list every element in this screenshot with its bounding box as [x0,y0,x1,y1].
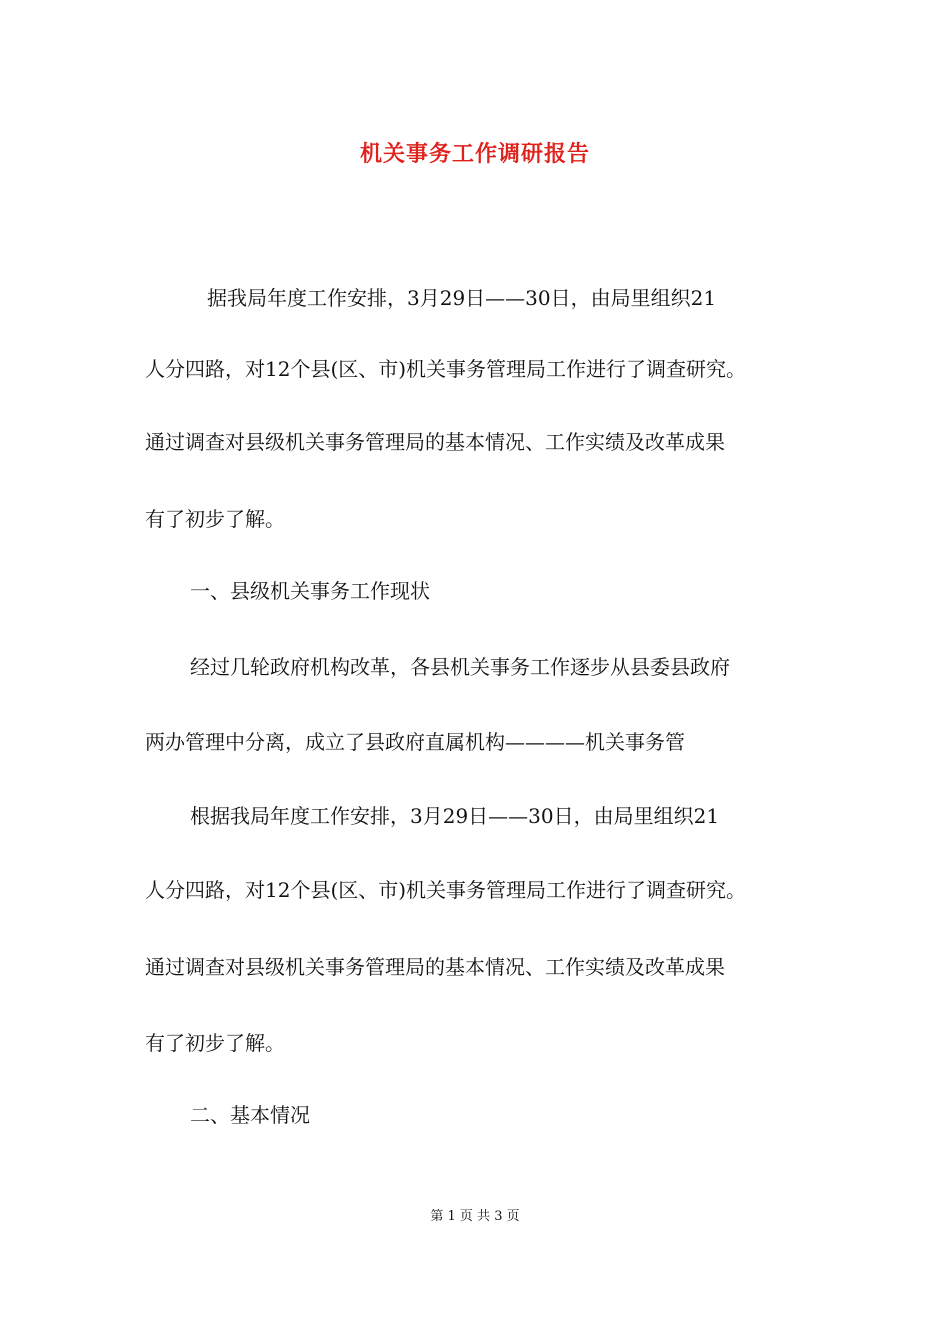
paragraph-line-1: 据我局年度工作安排，3月29日——30日，由局里组织21 [207,286,717,310]
page-footer: 第 1 页 共 3 页 [430,1209,520,1224]
paragraph-line-7: 根据我局年度工作安排，3月29日——30日，由局里组织21 [190,804,720,828]
paragraph-line-5: 经过几轮政府机构改革，各县机关事务工作逐步从县委县政府 [190,655,730,679]
paragraph-line-10: 有了初步了解。 [145,1031,285,1055]
section-heading-2: 二、基本情况 [190,1103,310,1127]
section-heading-1: 一、县级机关事务工作现状 [190,579,430,603]
document-title: 机关事务工作调研报告 [359,141,590,167]
paragraph-line-9: 通过调查对县级机关事务管理局的基本情况、工作实绩及改革成果 [145,955,725,979]
paragraph-line-3: 通过调查对县级机关事务管理局的基本情况、工作实绩及改革成果 [145,430,725,454]
paragraph-line-8: 人分四路，对12个县(区、市)机关事务管理局工作进行了调查研究。 [145,878,747,902]
paragraph-line-6: 两办管理中分离，成立了县政府直属机构————机关事务管 [145,730,685,754]
paragraph-line-2: 人分四路，对12个县(区、市)机关事务管理局工作进行了调查研究。 [145,357,747,381]
paragraph-line-4: 有了初步了解。 [145,507,285,531]
